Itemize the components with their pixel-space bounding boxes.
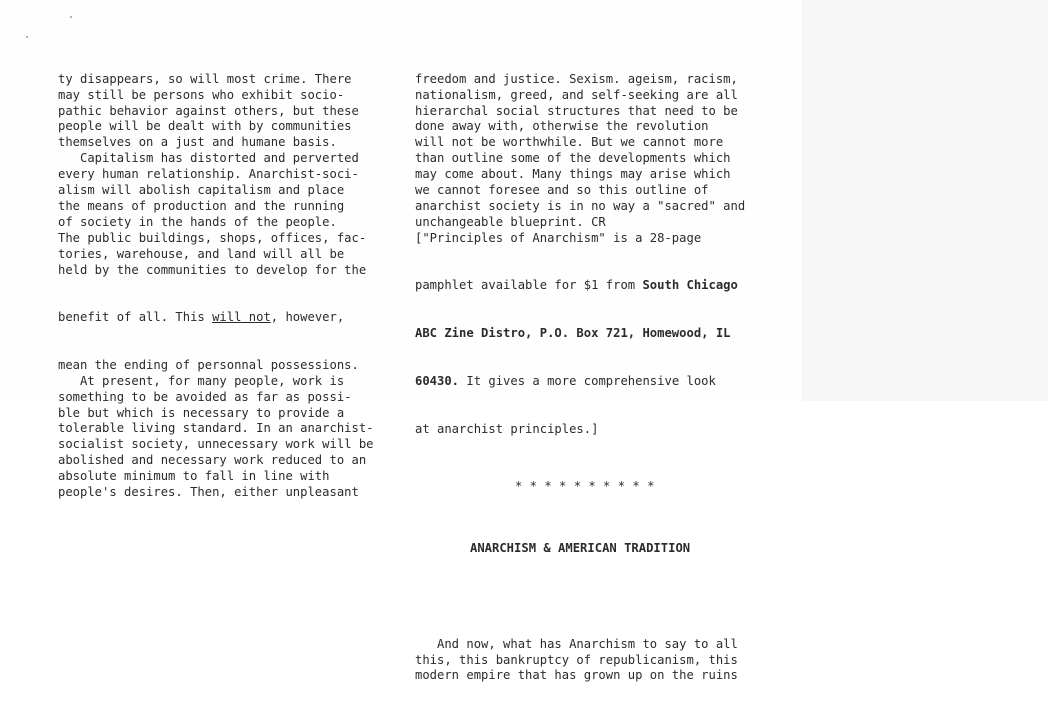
text-line: freedom and justice. Sexism. ageism, racism,: [415, 71, 738, 86]
zip-line-text: It gives a more comprehensive look: [459, 373, 716, 388]
left-lines-group: [58, 72, 403, 279]
pamphlet-text: pamphlet available for $1 from: [415, 278, 643, 293]
text-line: nationalism, greed, and self-seeking are all: [415, 87, 738, 102]
zip-code: 60430.: [415, 373, 460, 388]
text-line: we cannot foresee and so this outline of: [415, 183, 709, 198]
text-line: something to be avoided as far as possi-: [58, 389, 352, 404]
text-line: may come about. Many things may arise which: [415, 167, 731, 182]
text-line: mean the ending of personnal possessions.: [58, 357, 359, 372]
text-line: people's desires. Then, either unpleasant: [58, 485, 359, 500]
section-separator: * * * * * * * * * *: [515, 479, 655, 494]
text-line: will not be worthwhile. But we cannot more: [415, 135, 724, 150]
section-heading: ANARCHISM & AMERICAN TRADITION: [470, 541, 691, 556]
scan-speck: [26, 36, 28, 38]
text-line: the means of production and the running: [58, 198, 345, 213]
text-line: tolerable living standard. In an anarchist-: [58, 421, 374, 436]
text-line: And now, what has Anarchism to say to all: [415, 636, 738, 651]
text-line: anarchist society is in no way a "sacred" and: [415, 198, 746, 213]
publisher-address: ABC Zine Distro, P.O. Box 721, Homewood, IL: [415, 326, 731, 341]
text-line: people will be dealt with by communities: [58, 119, 352, 134]
text-line: themselves on a just and humane basis.: [58, 135, 337, 150]
text-line: pathic behavior against others, but these: [58, 103, 359, 118]
text-line: socialist society, unnecessary work will be: [58, 437, 374, 452]
text-line: ty disappears, so will most crime. There: [58, 71, 352, 86]
text-line: may still be persons who exhibit socio-: [58, 87, 345, 102]
text-line: done away with, otherwise the revolution: [415, 119, 709, 134]
text-line: At present, for many people, work is: [58, 373, 345, 388]
text-line: this, this bankruptcy of republicanism, this: [415, 652, 738, 667]
zip-line: [415, 374, 775, 390]
benefit-text-before: benefit of all. This: [58, 310, 213, 325]
text-line: of society in the hands of the people.: [58, 214, 337, 229]
pamphlet-line: [415, 278, 775, 294]
text-line: modern empire that has grown up on the ruins: [415, 668, 738, 683]
left-column: [58, 40, 403, 533]
right-column: [415, 40, 775, 716]
heading-gap: [415, 593, 775, 605]
right-lines-group: [415, 72, 775, 247]
right-lines-group: [415, 637, 775, 685]
scan-speck: [70, 16, 72, 18]
text-line: hierarchal social structures that need to be: [415, 103, 738, 118]
text-line: The public buildings, shops, offices, fac-: [58, 230, 367, 245]
text-line: ["Principles of Anarchism" is a 28-page: [415, 230, 702, 245]
text-line: held by the communities to develop for the: [58, 262, 367, 277]
text-line: abolished and necessary work reduced to an: [58, 453, 367, 468]
scan-margin-shade: [802, 0, 1048, 401]
text-line: tories, warehouse, and land will all be: [58, 246, 345, 261]
left-lines-group: [58, 358, 403, 501]
text-line: every human relationship. Anarchist-soci-: [58, 167, 359, 182]
benefit-text-after: , however,: [270, 310, 345, 325]
benefit-line: [58, 310, 403, 326]
closing-line: at anarchist principles.]: [415, 421, 599, 436]
text-line: ble but which is necessary to provide a: [58, 405, 345, 420]
text-line: absolute minimum to fall in line with: [58, 469, 330, 484]
text-line: alism will abolish capitalism and place: [58, 183, 345, 198]
text-line: unchangeable blueprint. CR: [415, 214, 606, 229]
text-line: Capitalism has distorted and perverted: [58, 151, 359, 166]
text-line: than outline some of the developments which: [415, 151, 731, 166]
underlined-phrase: will not: [212, 310, 271, 325]
publisher-name: South Chicago: [642, 278, 738, 293]
